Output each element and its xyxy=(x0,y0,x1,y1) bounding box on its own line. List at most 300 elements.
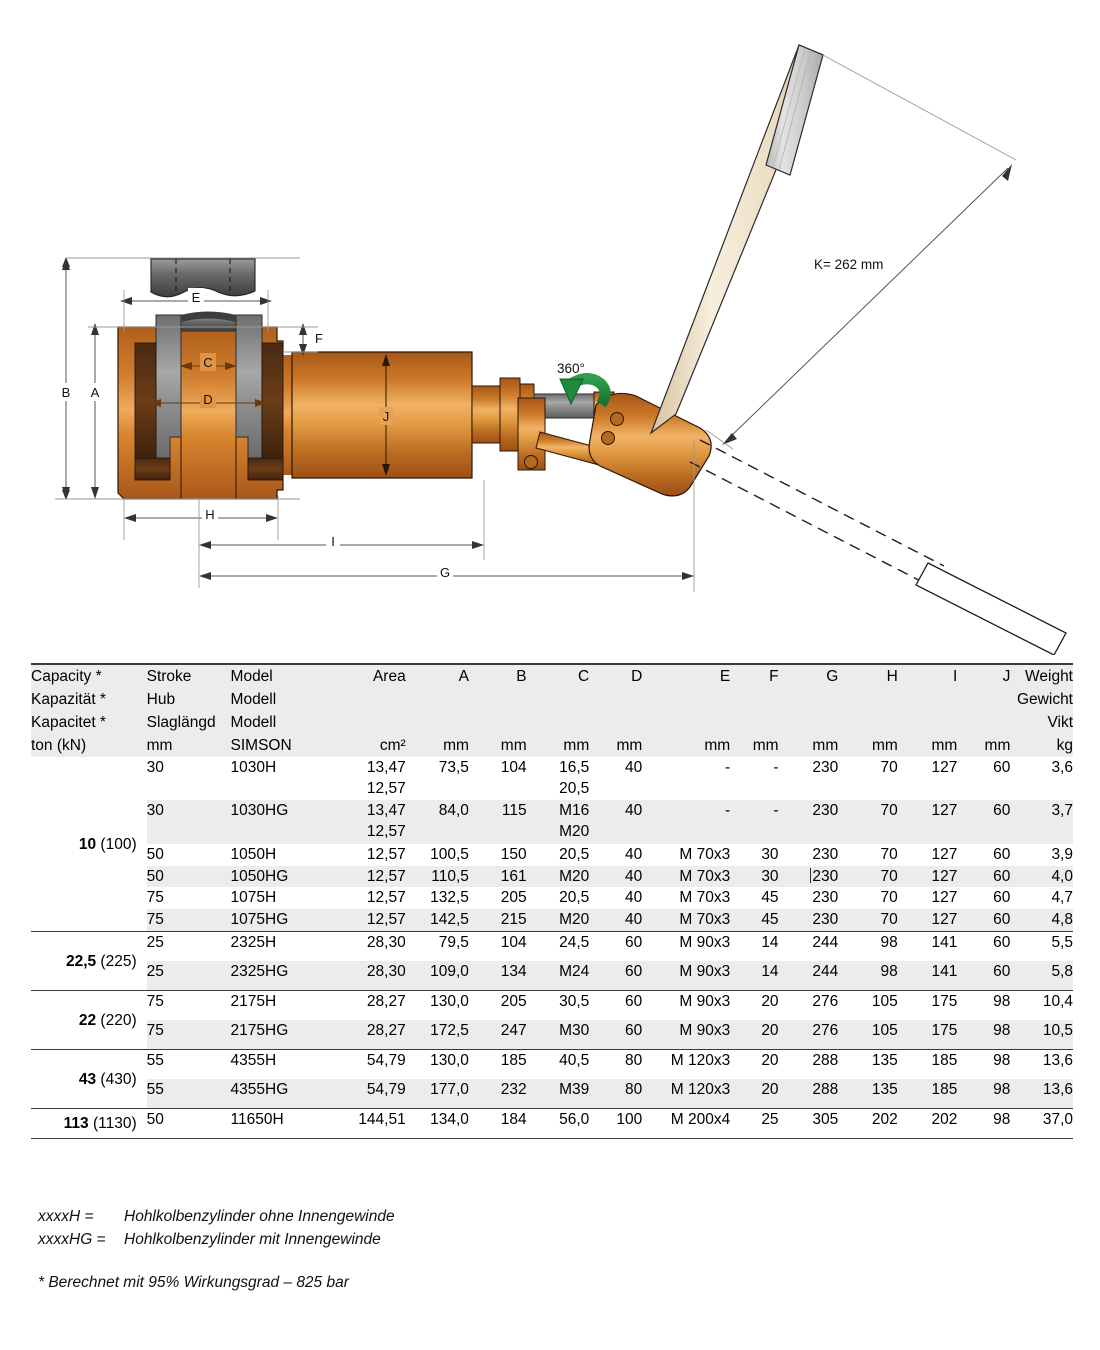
dim-a-cell: 84,0 xyxy=(406,800,469,843)
header-e-unit: mm xyxy=(704,737,731,754)
footnote-hg xyxy=(38,1228,738,1251)
header-c-label: C xyxy=(578,668,590,685)
stroke-cell: 50 xyxy=(147,1109,231,1139)
dim-c-cell: 40,5 xyxy=(527,1050,590,1080)
header-weight xyxy=(1010,664,1073,757)
header-stroke xyxy=(147,664,231,757)
stroke-cell: 50 xyxy=(146,845,164,863)
dim-g-cell: 230 xyxy=(812,889,839,907)
dim-label-J: J xyxy=(382,409,390,424)
handle-lowered-grip xyxy=(916,563,1066,655)
dim-c-cell: 56,0 xyxy=(527,1109,590,1139)
area-cell: 12,57 xyxy=(366,889,406,907)
dim-d-cell: 40 xyxy=(589,866,642,888)
dim-j-cell: 60 xyxy=(993,845,1011,863)
weight-cell: 4,8 xyxy=(1010,909,1073,931)
dim-c-cell: 20,5 xyxy=(559,889,590,907)
dim-h-cell: 70 xyxy=(880,845,898,863)
dim-c-cell: M39 xyxy=(527,1079,590,1109)
dim-g-cell: 276 xyxy=(779,1020,839,1050)
dim-label-F: F xyxy=(315,331,323,346)
dim-c-secondary: 20,5 xyxy=(559,780,590,797)
dim-g-cell: 288 xyxy=(779,1079,839,1109)
table-row xyxy=(31,887,1073,909)
area-cell: 12,57 xyxy=(328,866,406,888)
dim-d-cell: 80 xyxy=(589,1050,642,1080)
dim-label-D: D xyxy=(203,392,213,407)
capacity-cell xyxy=(31,757,147,932)
dim-d-cell: 40 xyxy=(625,845,643,863)
area-secondary: 12,57 xyxy=(366,823,406,841)
header-dim-a xyxy=(406,664,469,757)
dim-label-A: A xyxy=(90,385,100,400)
header-weight-sv: Vikt xyxy=(1047,714,1073,731)
dim-d-cell: 40 xyxy=(589,800,642,843)
dim-g-cell: 230 xyxy=(779,866,839,888)
table-row xyxy=(31,1050,1073,1080)
dim-c-secondary: M20 xyxy=(559,823,590,841)
dim-b-cell: 115 xyxy=(469,800,527,843)
dim-j-cell: 98 xyxy=(957,1020,1010,1050)
dim-e-cell: M 70x3 xyxy=(679,889,731,907)
header-dim-i xyxy=(898,664,958,757)
model-cell: 1050HG xyxy=(231,866,328,888)
dim-d-cell: 40 xyxy=(589,909,642,931)
dim-c-cell: M20 xyxy=(527,909,590,931)
capacity-kn: (220) xyxy=(96,1011,137,1029)
dim-j-cell: 60 xyxy=(993,759,1011,776)
dim-j-cell: 60 xyxy=(957,961,1010,991)
dim-j-cell: 60 xyxy=(957,932,1010,962)
dim-i-cell: 127 xyxy=(898,800,958,843)
weight-cell: 5,8 xyxy=(1010,961,1073,991)
area-cell: 28,30 xyxy=(328,961,406,991)
dim-f-cell: 30 xyxy=(730,866,778,888)
weight-cell: 10,4 xyxy=(1010,991,1073,1021)
stroke-cell: 25 xyxy=(147,932,231,962)
dim-b-cell: 215 xyxy=(469,909,527,931)
header-dim-g xyxy=(779,664,839,757)
specification-table xyxy=(31,663,1073,1139)
header-stroke-unit: mm xyxy=(146,737,173,754)
capacity-kn: (100) xyxy=(96,835,137,853)
stroke-cell: 30 xyxy=(146,759,164,776)
dim-e-cell: M 120x3 xyxy=(642,1079,730,1109)
weight-cell: 4,0 xyxy=(1010,866,1073,888)
dim-e-cell: M 70x3 xyxy=(642,909,730,931)
table-row xyxy=(31,800,1073,843)
dim-a-cell: 73,5 xyxy=(438,759,469,776)
dim-label-G: G xyxy=(439,565,451,580)
dim-b-cell: 134 xyxy=(469,961,527,991)
stroke-cell: 55 xyxy=(147,1050,231,1080)
table-row xyxy=(31,909,1073,931)
capacity-ton: 22 xyxy=(78,1011,97,1029)
dim-f-cell: 45 xyxy=(761,889,779,907)
header-dim-h xyxy=(838,664,898,757)
dim-e-cell: - xyxy=(725,759,731,776)
dim-f-cell: 45 xyxy=(730,909,778,931)
header-dim-j xyxy=(957,664,1010,757)
dim-i-cell: 127 xyxy=(931,759,958,776)
weight-cell: 37,0 xyxy=(1010,1109,1073,1139)
header-d-label: D xyxy=(631,668,643,685)
specification-table-container xyxy=(31,663,1073,1139)
weight-cell: 3,7 xyxy=(1010,800,1073,843)
dim-c-cell: 30,5 xyxy=(527,991,590,1021)
dim-i-cell: 185 xyxy=(898,1079,958,1109)
dim-h-cell: 70 xyxy=(838,909,898,931)
model-cell: 1030H xyxy=(230,759,277,776)
header-dim-b xyxy=(469,664,527,757)
dim-h-cell: 105 xyxy=(838,991,898,1021)
dim-b-cell: 247 xyxy=(469,1020,527,1050)
dim-f-cell: 20 xyxy=(730,1050,778,1080)
model-cell: 1075H xyxy=(230,889,277,907)
dim-a-cell: 109,0 xyxy=(406,961,469,991)
dim-label-B: B xyxy=(61,385,71,400)
dim-b-cell: 185 xyxy=(469,1050,527,1080)
dim-a-cell: 132,5 xyxy=(430,889,469,907)
dim-e-cell: M 70x3 xyxy=(642,866,730,888)
dim-g-cell: 230 xyxy=(812,759,839,776)
text-caret-artifact xyxy=(810,868,811,883)
header-model xyxy=(231,664,328,757)
header-h-label: H xyxy=(886,668,898,685)
dim-j-cell: 60 xyxy=(957,866,1010,888)
rotation-label: 360° xyxy=(557,361,585,376)
dim-i-cell: 141 xyxy=(898,961,958,991)
dim-g-cell: 230 xyxy=(779,909,839,931)
header-j-unit: mm xyxy=(984,737,1011,754)
table-row xyxy=(31,961,1073,991)
header-c-unit: mm xyxy=(563,737,590,754)
dim-b-cell: 104 xyxy=(469,932,527,962)
header-j-label: J xyxy=(1002,668,1011,685)
weight-cell: 4,7 xyxy=(1051,889,1073,907)
capacity-ton: 43 xyxy=(78,1070,97,1088)
dim-label-E: E xyxy=(191,290,201,305)
technical-diagram xyxy=(0,0,1100,655)
dim-a-cell: 79,5 xyxy=(406,932,469,962)
header-b-label: B xyxy=(516,668,527,685)
model-cell: 4355HG xyxy=(231,1079,328,1109)
dim-h-cell: 202 xyxy=(838,1109,898,1139)
header-capacity-sv: Kapacitet * xyxy=(31,714,106,731)
dim-b-cell: 150 xyxy=(500,845,527,863)
area-cell: 28,27 xyxy=(328,1020,406,1050)
dim-a-cell: 130,0 xyxy=(406,1050,469,1080)
header-capacity-en: Capacity * xyxy=(31,668,102,685)
dim-h-cell: 135 xyxy=(838,1079,898,1109)
dim-e-cell: M 200x4 xyxy=(642,1109,730,1139)
stroke-cell: 75 xyxy=(147,909,231,931)
area-cell: 12,57 xyxy=(366,845,406,863)
dim-f-cell: 25 xyxy=(730,1109,778,1139)
dim-b-cell: 232 xyxy=(469,1079,527,1109)
header-h-unit: mm xyxy=(871,737,898,754)
header-i-label: I xyxy=(953,668,958,685)
dim-e-cell: M 90x3 xyxy=(642,991,730,1021)
model-cell: 1075HG xyxy=(231,909,328,931)
stroke-cell: 75 xyxy=(147,1020,231,1050)
dim-j-cell: 60 xyxy=(957,909,1010,931)
dim-f-cell: - xyxy=(773,759,779,776)
capacity-cell xyxy=(31,991,147,1050)
stroke-cell: 75 xyxy=(147,991,231,1021)
dim-label-C: C xyxy=(203,355,213,370)
dim-h-cell: 70 xyxy=(880,759,898,776)
dim-g-cell: 288 xyxy=(779,1050,839,1080)
table-body xyxy=(31,757,1073,1139)
footnote-h xyxy=(38,1205,738,1228)
capacity-ton: 113 xyxy=(63,1115,89,1132)
dim-j-cell: 98 xyxy=(957,991,1010,1021)
header-model-de: Modell xyxy=(230,691,277,708)
header-g-label: G xyxy=(826,668,839,685)
dim-f-cell: 30 xyxy=(761,845,779,863)
header-i-unit: mm xyxy=(931,737,958,754)
header-stroke-en: Stroke xyxy=(146,668,192,685)
dim-i-cell: 175 xyxy=(898,1020,958,1050)
header-top-rule xyxy=(31,664,1073,757)
header-stroke-de: Hub xyxy=(146,691,176,708)
capacity-kn: (430) xyxy=(96,1070,137,1088)
header-weight-de: Gewicht xyxy=(1017,691,1073,708)
header-capacity-de: Kapazität * xyxy=(31,691,106,708)
weight-cell: 3,9 xyxy=(1051,845,1073,863)
dim-c-cell: 16,5 20,5 xyxy=(527,757,590,800)
stroke-cell: 55 xyxy=(147,1079,231,1109)
dim-i-cell: 127 xyxy=(898,909,958,931)
table-row xyxy=(31,991,1073,1021)
dim-g-cell: 230 xyxy=(812,845,839,863)
dim-i-cell: 185 xyxy=(898,1050,958,1080)
header-area-unit: cm² xyxy=(379,737,406,754)
dim-j-cell: 60 xyxy=(957,800,1010,843)
dim-i-cell: 127 xyxy=(931,889,958,907)
dim-a-cell: 142,5 xyxy=(406,909,469,931)
header-g-unit: mm xyxy=(812,737,839,754)
capacity-cell xyxy=(31,1109,147,1139)
capacity-cell xyxy=(31,1050,147,1109)
dim-d-cell: 60 xyxy=(589,1020,642,1050)
dim-i-cell: 127 xyxy=(931,845,958,863)
header-a-unit: mm xyxy=(443,737,469,754)
header-a-label: A xyxy=(458,668,469,685)
header-d-unit: mm xyxy=(616,737,643,754)
table-row xyxy=(31,1109,1073,1139)
dim-h-cell: 70 xyxy=(880,889,898,907)
dim-a-cell: 177,0 xyxy=(406,1079,469,1109)
dim-d-cell: 40 xyxy=(625,889,643,907)
header-f-unit: mm xyxy=(752,737,779,754)
header-dim-f xyxy=(730,664,778,757)
footnotes xyxy=(38,1205,738,1294)
footnote-hg-key: xxxxHG = xyxy=(38,1231,106,1248)
capacity-cell xyxy=(31,932,147,991)
stroke-cell: 30 xyxy=(147,800,231,843)
model-cell: 2175H xyxy=(231,991,328,1021)
stroke-cell: 25 xyxy=(147,961,231,991)
header-model-sv: Modell xyxy=(230,714,277,731)
capacity-kn: (225) xyxy=(96,952,137,970)
dim-d-cell: 80 xyxy=(589,1079,642,1109)
dim-b-cell: 184 xyxy=(469,1109,527,1139)
dim-e-cell: M 90x3 xyxy=(642,961,730,991)
handle-raised xyxy=(651,45,823,433)
dim-a-cell: 100,5 xyxy=(430,845,469,863)
header-dim-c xyxy=(527,664,590,757)
dim-c-cell: M24 xyxy=(527,961,590,991)
dim-f-cell: 20 xyxy=(730,1020,778,1050)
dim-i-cell: 175 xyxy=(898,991,958,1021)
dim-e-cell: - xyxy=(642,800,730,843)
dim-j-cell: 98 xyxy=(957,1050,1010,1080)
weight-cell: 10,5 xyxy=(1010,1020,1073,1050)
dim-g-cell: 276 xyxy=(779,991,839,1021)
dim-label-I: I xyxy=(331,534,335,549)
footnote-h-text: Hohlkolbenzylinder ohne Innengewinde xyxy=(124,1208,395,1225)
header-weight-en: Weight xyxy=(1025,668,1073,685)
footnote-asterisk: * Berechnet mit 95% Wirkungsgrad – 825 bar xyxy=(38,1274,349,1291)
dim-h-cell: 105 xyxy=(838,1020,898,1050)
dim-label-H: H xyxy=(205,507,215,522)
dim-c-cell: 20,5 xyxy=(559,845,590,863)
dim-g-cell: 305 xyxy=(779,1109,839,1139)
dim-c-cell: M30 xyxy=(527,1020,590,1050)
dim-d-cell: 60 xyxy=(589,961,642,991)
header-dim-e xyxy=(642,664,730,757)
footnote-hg-text: Hohlkolbenzylinder mit Innengewinde xyxy=(124,1231,381,1248)
area-cell: 12,57 xyxy=(328,909,406,931)
table-row xyxy=(31,866,1073,888)
dim-a-cell: 172,5 xyxy=(406,1020,469,1050)
dim-e-cell: M 120x3 xyxy=(642,1050,730,1080)
stroke-cell: 50 xyxy=(147,866,231,888)
area-secondary: 12,57 xyxy=(366,780,406,797)
model-cell: 4355H xyxy=(231,1050,328,1080)
dim-j-cell: 98 xyxy=(957,1079,1010,1109)
area-cell: 144,51 xyxy=(328,1109,406,1139)
area-cell: 13,47 12,57 xyxy=(328,757,406,800)
dim-i-cell: 202 xyxy=(898,1109,958,1139)
dim-f-cell: 14 xyxy=(730,932,778,962)
dim-b-cell: 161 xyxy=(469,866,527,888)
model-cell: 2175HG xyxy=(231,1020,328,1050)
model-cell: 1030HG xyxy=(231,800,328,843)
dim-b-cell: 104 xyxy=(500,759,527,776)
dim-j-cell: 60 xyxy=(993,889,1011,907)
stroke-cell: 75 xyxy=(146,889,164,907)
cylinder-diagram-svg xyxy=(0,0,1100,655)
dim-g-cell: 230 xyxy=(779,800,839,843)
dim-h-cell: 70 xyxy=(838,800,898,843)
area-cell: 28,27 xyxy=(328,991,406,1021)
header-weight-unit: kg xyxy=(1056,737,1073,754)
weight-cell: 5,5 xyxy=(1010,932,1073,962)
dim-a-cell: 134,0 xyxy=(406,1109,469,1139)
dim-d-cell: 60 xyxy=(589,932,642,962)
header-area xyxy=(328,664,406,757)
dim-g-cell: 244 xyxy=(779,961,839,991)
dim-g-cell: 244 xyxy=(779,932,839,962)
header-model-en: Model xyxy=(230,668,273,685)
dim-f-cell: 14 xyxy=(730,961,778,991)
header-area-label: Area xyxy=(372,668,406,685)
header-model-unit: SIMSON xyxy=(230,737,292,754)
dim-c-cell: M20 xyxy=(527,866,590,888)
dim-d-cell: 100 xyxy=(589,1109,642,1139)
dim-h-cell: 98 xyxy=(838,932,898,962)
dim-h-cell: 135 xyxy=(838,1050,898,1080)
table-row xyxy=(31,844,1073,866)
area-cell: 54,79 xyxy=(328,1079,406,1109)
table-row xyxy=(31,1079,1073,1109)
dim-c-cell: 24,5 xyxy=(527,932,590,962)
dim-e-cell: M 90x3 xyxy=(642,1020,730,1050)
cylinder-cutaway xyxy=(118,259,534,499)
dim-e-cell: M 70x3 xyxy=(679,845,731,863)
dim-a-cell: 110,5 xyxy=(406,866,469,888)
dim-b-cell: 205 xyxy=(500,889,527,907)
table-row xyxy=(31,932,1073,962)
dim-b-cell: 205 xyxy=(469,991,527,1021)
header-capacity xyxy=(31,664,147,757)
dim-f-cell: 20 xyxy=(730,991,778,1021)
model-cell: 11650H xyxy=(231,1109,328,1139)
header-dim-d xyxy=(589,664,642,757)
model-cell: 1050H xyxy=(230,845,277,863)
dim-j-cell: 98 xyxy=(957,1109,1010,1139)
weight-cell: 3,6 xyxy=(1051,759,1073,776)
dim-e-cell: M 90x3 xyxy=(642,932,730,962)
dim-c-cell: M16 M20 xyxy=(527,800,590,843)
footnote-h-key: xxxxH = xyxy=(38,1208,94,1225)
handle-lowered-ghost xyxy=(690,440,1066,655)
dim-i-cell: 141 xyxy=(898,932,958,962)
dim-i-cell: 127 xyxy=(898,866,958,888)
area-cell: 28,30 xyxy=(328,932,406,962)
dim-f-cell: 20 xyxy=(730,1079,778,1109)
dim-d-cell: 40 xyxy=(625,759,643,776)
capacity-ton: 22,5 xyxy=(65,952,97,970)
model-cell: 2325H xyxy=(231,932,328,962)
table-header xyxy=(31,664,1073,757)
dim-h-cell: 70 xyxy=(838,866,898,888)
header-stroke-sv: Slaglängd xyxy=(146,714,216,731)
table-bottom-rule xyxy=(31,1139,1073,1140)
area-cell: 13,47 12,57 xyxy=(328,800,406,843)
area-cell: 54,79 xyxy=(328,1050,406,1080)
weight-cell: 13,6 xyxy=(1010,1079,1073,1109)
capacity-ton: 10 xyxy=(78,835,97,853)
weight-cell: 13,6 xyxy=(1010,1050,1073,1080)
header-capacity-unit: ton (kN) xyxy=(31,737,87,754)
capacity-kn: (1130) xyxy=(88,1115,137,1132)
header-e-label: E xyxy=(719,668,731,685)
header-b-unit: mm xyxy=(500,737,527,754)
dim-d-cell: 60 xyxy=(589,991,642,1021)
table-row xyxy=(31,757,1073,800)
model-cell: 2325HG xyxy=(231,961,328,991)
table-row xyxy=(31,1020,1073,1050)
dim-h-cell: 98 xyxy=(838,961,898,991)
dim-a-cell: 130,0 xyxy=(406,991,469,1021)
handle-length-label: K= 262 mm xyxy=(814,257,884,272)
dim-f-cell: - xyxy=(730,800,778,843)
header-f-label: F xyxy=(769,668,779,685)
